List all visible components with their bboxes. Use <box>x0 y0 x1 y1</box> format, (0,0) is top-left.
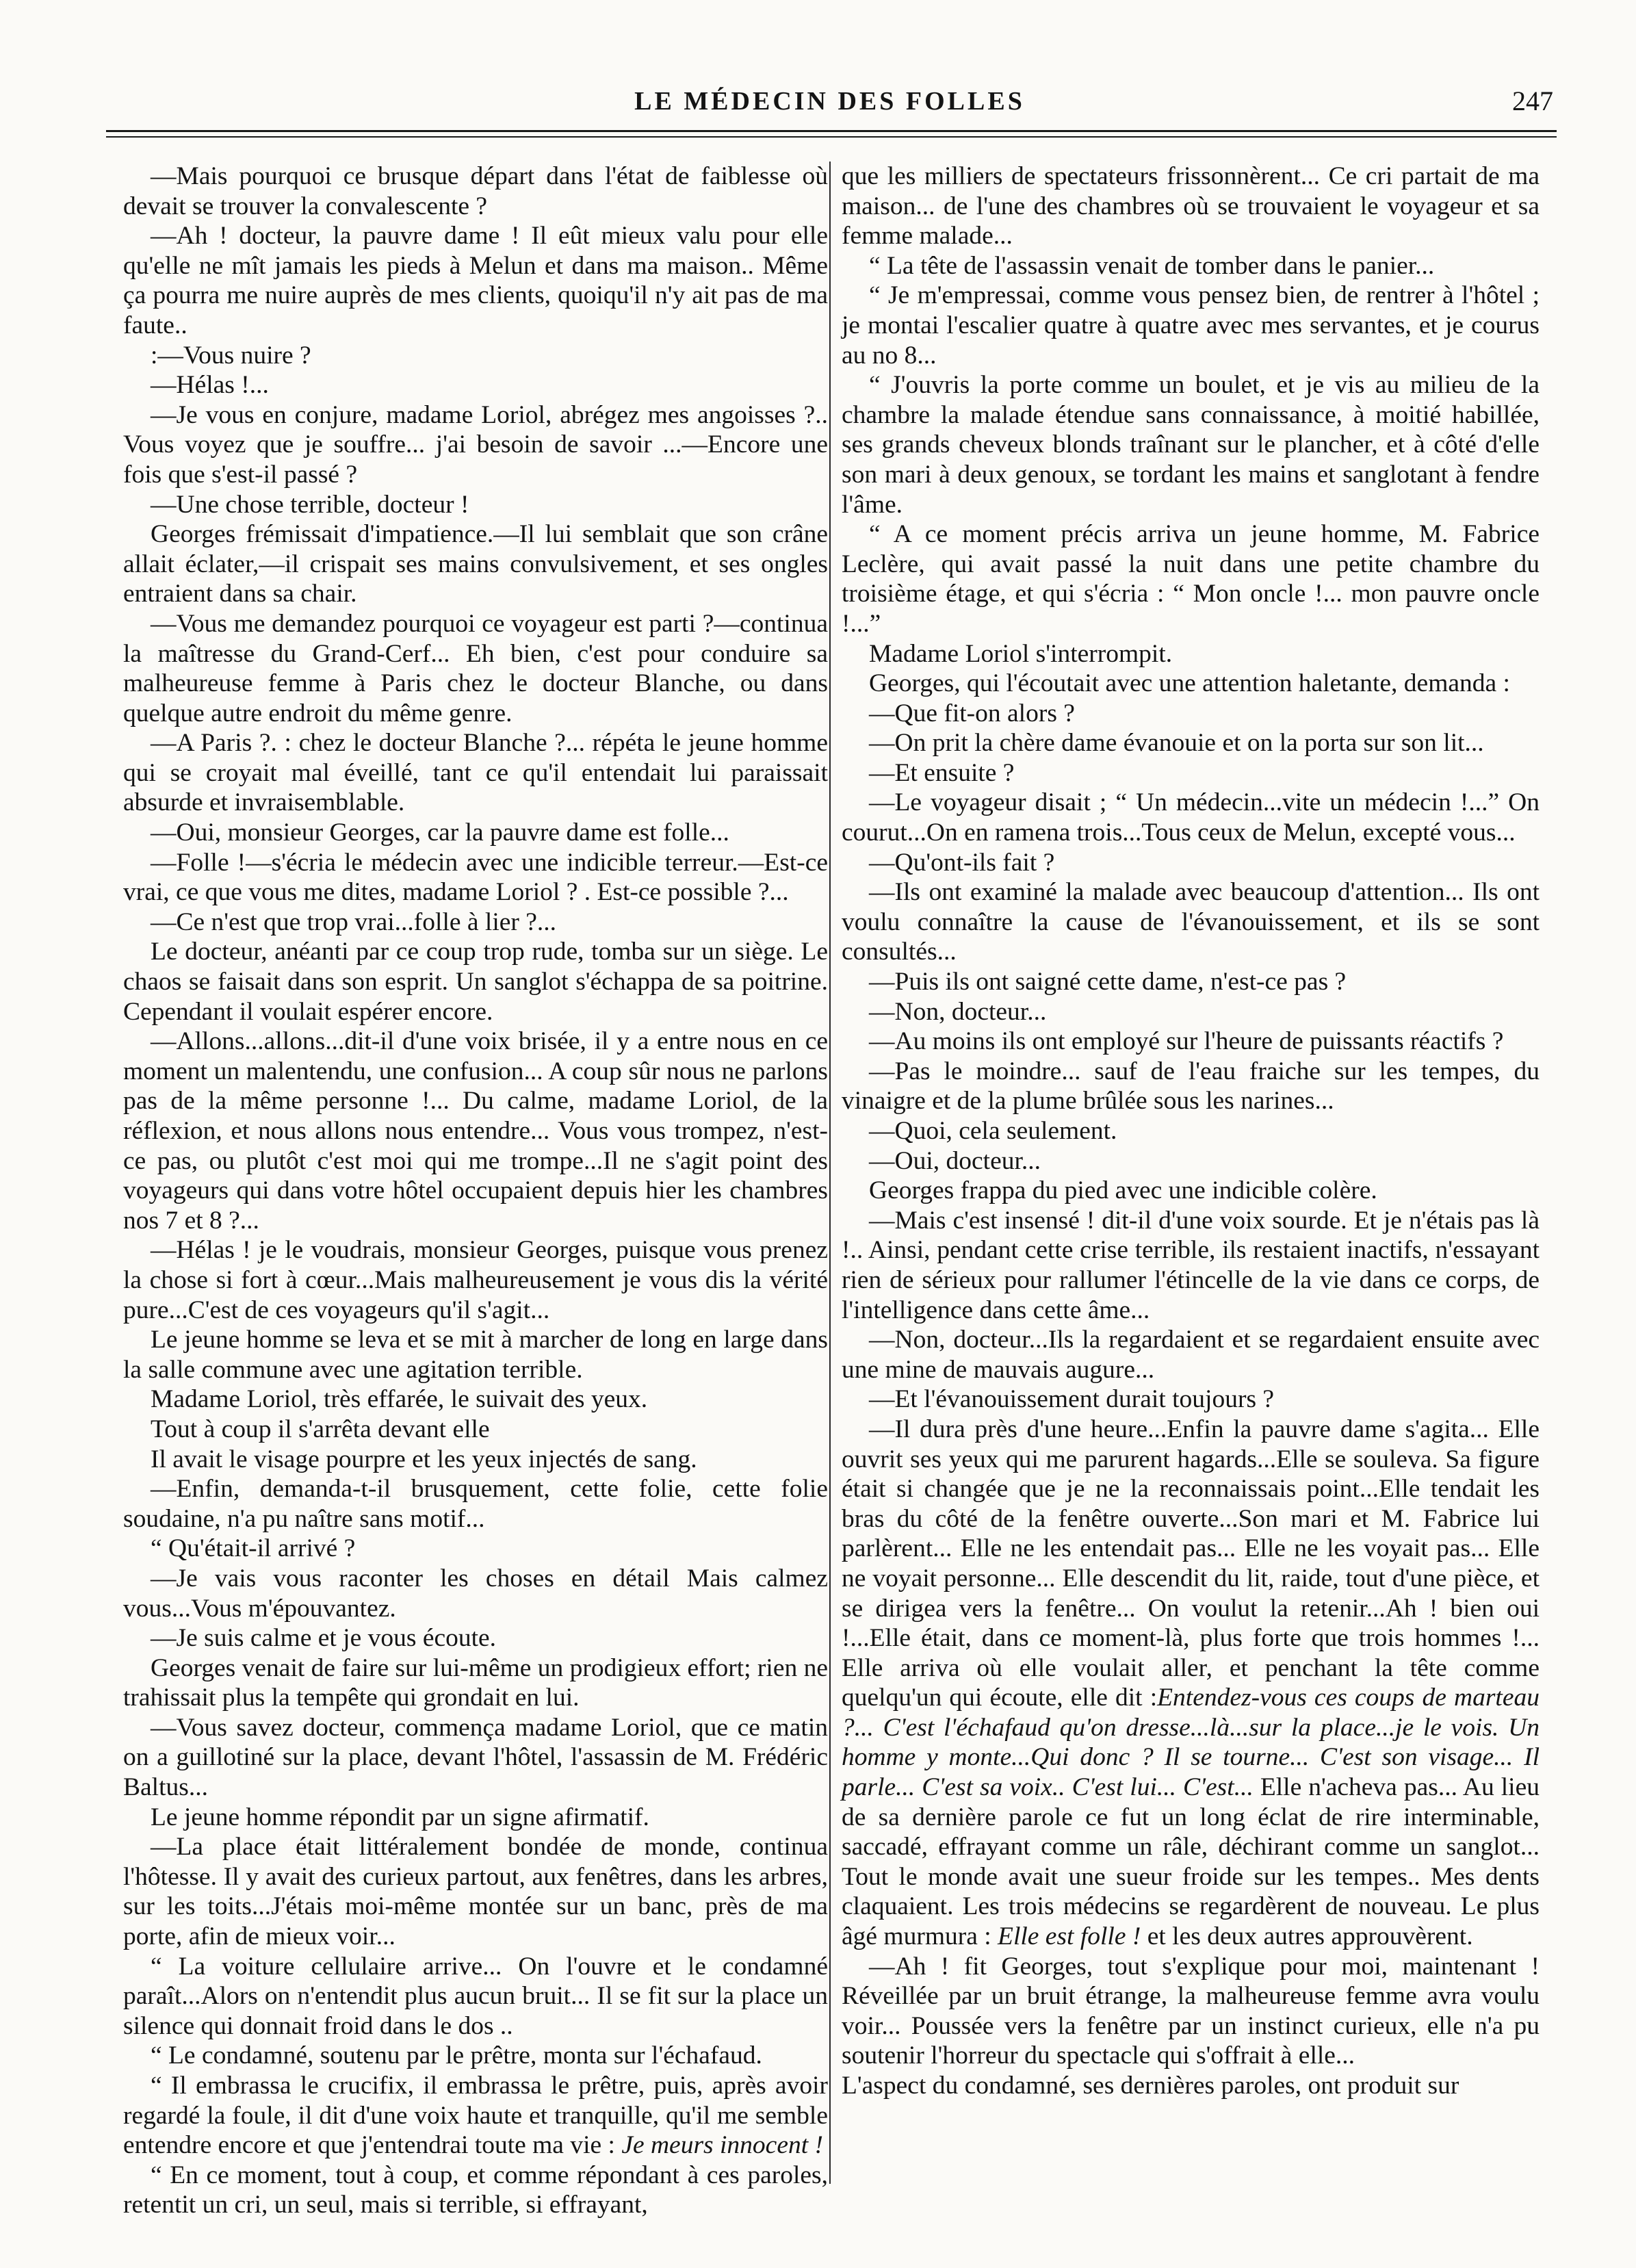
paragraph <box>842 1116 1540 1146</box>
paragraph-text: —Oui, docteur... <box>869 1146 1041 1175</box>
paragraph-text: que les milliers de spectateurs frissonnèrent... Ce cri partait de ma maison... de l'une des chambres où se trouvaient le voyageur et sa femme malade... <box>842 162 1540 250</box>
paragraph-text: —Une chose terrible, docteur ! <box>151 490 469 519</box>
paragraph <box>123 1564 828 1623</box>
paragraph-text: —Ce n'est que trop vrai...folle à lier ?... <box>151 907 557 936</box>
column-divider <box>829 162 831 2184</box>
paragraph <box>842 162 1540 251</box>
paragraph <box>123 907 828 938</box>
paragraph-text: —Il dura près d'une heure...Enfin la pauvre dame s'agita... Elle ouvrit ses yeux qui me parurent hagards...Elle se souleva. Sa figure était si changée que je ne la reconnaissais point...Elle tendait les bras du côté de la fenêtre ouverte...Son mari et M. Fabrice lui parlèrent... Elle ne les entendait pas... Elle ne les voyait pas... Elle ne voyait personne... Elle descendit du lit, raide, tout d'une pièce, et se dirigea vers la fenêtre... On voulut la retenir...Ah ! bien oui !...Elle était, dans ce moment-là, plus forte que trois hommes !... Elle arriva où elle voulait aller, et penchant la tête comme quelqu'un qui écoute, elle dit : <box>842 1415 1540 1712</box>
paragraph-text: —Mais c'est insensé ! dit-il d'une voix sourde. Et je n'étais pas là !.. Ainsi, pendant cette crise terrible, ils restaient inactifs, n'essayant rien de sérieux pour rallumer l'étincelle de la vie dans ce corps, de l'intelligence dans cette âme... <box>842 1206 1540 1324</box>
paragraph <box>842 1384 1540 1415</box>
paragraph-text: —Je vous en conjure, madame Loriol, abrégez mes angoisses ?.. Vous voyez que je souffre... j'ai besoin de savoir ...—Encore une fois que s'est-il passé ? <box>123 400 828 489</box>
paragraph-text: —Non, docteur... <box>869 997 1047 1026</box>
paragraph <box>123 1415 828 1445</box>
paragraph <box>842 251 1540 281</box>
paragraph-text: —Hélas ! je le voudrais, monsieur Georges, puisque vous prenez la chose si fort à cœur...Mais malheureusement je vous dis la vérité pure...C'est de ces voyageurs qu'il s'agit... <box>123 1236 828 1324</box>
paragraph-text: —Ah ! docteur, la pauvre dame ! Il eût mieux valu pour elle qu'elle ne mît jamais les pieds à Melun et dans ma maison.. Même ça pourra me nuire auprès de mes clients, quoiqu'il n'y ait pas de ma faute.. <box>123 222 828 339</box>
paragraph <box>123 490 828 520</box>
paragraph <box>842 281 1540 370</box>
paragraph-text: —Je vais vous raconter les choses en détail Mais calmez vous...Vous m'épouvantez. <box>123 1564 828 1623</box>
paragraph <box>123 1534 828 1564</box>
italic-text: Elle est folle ! <box>998 1922 1141 1951</box>
paragraph <box>123 818 828 848</box>
paragraph <box>842 519 1540 639</box>
paragraph-text: —Vous me demandez pourquoi ce voyageur est parti ?—continua la maîtresse du Grand-Cerf... Eh bien, c'est pour conduire sa malheureuse femme à Paris chez le docteur Blanche, ou dans quelque autre endroit du même genre. <box>123 609 828 727</box>
paragraph <box>842 997 1540 1027</box>
paragraph-text: Georges venait de faire sur lui-même un prodigieux effort; rien ne trahissait plus la tempête qui grondait en lui. <box>123 1653 828 1712</box>
paragraph <box>123 609 828 728</box>
italic-text: Entendez-vous ces coups de marteau ?... C'est l'échafaud qu'on dresse...là...sur la place...je le vois. Un homme y monte...Qui donc ? Il se tourne... C'est son visage... Il parle... C'est sa voix.. C'est lui... C'est... <box>842 1684 1540 1802</box>
paragraph <box>842 699 1540 729</box>
paragraph-text: Georges frappa du pied avec une indicible colère. <box>869 1176 1377 1205</box>
paragraph-text: —Au moins ils ont employé sur l'heure de puissants réactifs ? <box>869 1027 1504 1056</box>
paragraph <box>123 1803 828 1833</box>
paragraph <box>842 1206 1540 1325</box>
paragraph <box>842 370 1540 519</box>
paragraph <box>842 848 1540 878</box>
paragraph <box>842 1952 1540 2071</box>
paragraph-text: —Allons...allons...dit-il d'une voix brisée, il y a entre nous en ce moment un malentendu, une confusion... A coup sûr nous ne parlons pas de la même personne !... Du calme, madame Loriol, de la réflexion, et nous allons nous entendre... Vous vous trompez, n'est-ce pas, ou plutôt c'est moi qui me trompe...Il ne s'agit point des voyageurs qui dans votre hôtel occupaient depuis hier les chambres nos 7 et 8 ?... <box>123 1027 828 1235</box>
paragraph-text: —Que fit-on alors ? <box>869 699 1075 727</box>
paragraph <box>123 728 828 818</box>
paragraph-text: —A Paris ?. : chez le docteur Blanche ?... répéta le jeune homme qui se croyait mal éveillé, tant ce qu'il entendait lui paraissait absurde et invraisemblable. <box>123 729 828 817</box>
paragraph <box>123 341 828 371</box>
paragraph <box>842 1027 1540 1057</box>
paragraph-text: :—Vous nuire ? <box>151 341 311 370</box>
paragraph-text: Le jeune homme se leva et se mit à marcher de long en large dans la salle commune avec une agitation terrible. <box>123 1326 828 1384</box>
paragraph <box>123 937 828 1027</box>
paragraph-text: —Oui, monsieur Georges, car la pauvre dame est folle... <box>151 819 729 847</box>
paragraph <box>123 1832 828 1951</box>
paragraph <box>842 1146 1540 1176</box>
paragraph-text: Le jeune homme répondit par un signe afirmatif. <box>151 1803 649 1831</box>
paragraph-text: “ La tête de l'assassin venait de tomber dans le panier... <box>869 251 1435 280</box>
paragraph <box>123 2161 828 2220</box>
paragraph <box>842 1325 1540 1384</box>
paragraph <box>842 728 1540 758</box>
right-column <box>842 162 1540 2184</box>
paragraph-text: —Pas le moindre... sauf de l'eau fraiche sur les tempes, du vinaigre et de la plume brûlée sous les narines... <box>842 1057 1540 1116</box>
italic-text: Je meurs innocent ! <box>621 2131 824 2160</box>
paragraph-text: —Vous savez docteur, commença madame Loriol, que ce matin on a guillotiné sur la place, devant l'hôtel, l'assassin de M. Frédéric Baltus... <box>123 1713 828 1802</box>
paragraph <box>842 967 1540 997</box>
paragraph <box>123 1384 828 1415</box>
paragraph-text: “ En ce moment, tout à coup, et comme répondant à ces paroles, retentit un cri, un seul, mais si terrible, si effrayant, <box>123 2161 828 2219</box>
paragraph <box>842 669 1540 699</box>
paragraph-text: “ A ce moment précis arriva un jeune homme, M. Fabrice Leclère, qui avait passé la nuit dans une petite chambre du troisième étage, et qui s'écria : “ Mon oncle !... mon pauvre oncle !...” <box>842 520 1540 638</box>
paragraph-text: —Ils ont examiné la malade avec beaucoup d'attention... Ils ont voulu connaître la cause de l'évanouissement, et ils se sont consultés... <box>842 878 1540 966</box>
paragraph-text: Le docteur, anéanti par ce coup trop rude, tomba sur un siège. Le chaos se faisait dans son esprit. Un sanglot s'échappa de sa poitrine. Cependant il voulait espérer encore. <box>123 938 828 1026</box>
paragraph-text: Elle n'acheva pas... Au lieu de sa dernière parole ce fut un long éclat de rire interminable, saccadé, effrayant comme un râle, déchirant comme un sanglot... Tout le monde avait une sueur froide sur les tempes.. Mes dents claquaient. Les trois médecins se regardèrent de nouveau. Le plus âgé murmura : <box>842 1773 1540 1951</box>
paragraph <box>123 1713 828 1803</box>
paragraph <box>123 400 828 490</box>
paragraph <box>123 1623 828 1653</box>
paragraph <box>842 877 1540 967</box>
paragraph <box>123 2071 828 2161</box>
paragraph-text: —La place était littéralement bondée de monde, continua l'hôtesse. Il y avait des curieux partout, aux fenêtres, dans les arbres, sur les toits...J'étais moi-même montée sur un banc, près de ma porte, afin de mieux voir... <box>123 1833 828 1951</box>
paragraph <box>123 1325 828 1384</box>
paragraph-text: —Puis ils ont saigné cette dame, n'est-ce pas ? <box>869 968 1347 996</box>
paragraph <box>842 639 1540 669</box>
paragraph-text: —Enfin, demanda-t-il brusquement, cette folie, cette folie soudaine, n'a pu naître sans motif... <box>123 1475 828 1533</box>
paragraph-text: —Non, docteur...Ils la regardaient et se regardaient ensuite avec une mine de mauvais augure... <box>842 1326 1540 1384</box>
paragraph-text: “ J'ouvris la porte comme un boulet, et je vis au milieu de la chambre la malade étendue sans connaissance, à moitié habillée, ses grands cheveux blonds traînant sur le plancher, et à côté d'elle son mari à deux genoux, se tordant les mains et sanglotant à fendre l'âme. <box>842 371 1540 519</box>
paragraph <box>123 221 828 340</box>
paragraph <box>123 370 828 400</box>
paragraph <box>123 848 828 907</box>
paragraph <box>123 2041 828 2071</box>
paragraph-text: Tout à coup il s'arrêta devant elle <box>151 1415 490 1443</box>
header-rule-bottom <box>106 136 1557 138</box>
paragraph-text: L'aspect du condamné, ses dernières paroles, ont produit sur <box>842 2072 1459 2100</box>
paragraph-text: “ Qu'était-il arrivé ? <box>151 1534 356 1563</box>
paragraph-text: —Folle !—s'écria le médecin avec une indicible terreur.—Est-ce vrai, ce que vous me dites, madame Loriol ? . Est-ce possible ?... <box>123 848 828 907</box>
paragraph <box>842 758 1540 788</box>
paragraph-text: —Le voyageur disait ; “ Un médecin...vite un médecin !...” On courut...On en ramena trois...Tous ceux de Melun, excepté vous... <box>842 788 1540 847</box>
header-rule-top <box>106 130 1557 132</box>
paragraph <box>123 1474 828 1534</box>
paragraph-text: et les deux autres approuvèrent. <box>1141 1922 1473 1951</box>
paragraph <box>123 1653 828 1713</box>
paragraph-text: Madame Loriol s'interrompit. <box>869 639 1173 668</box>
paragraph-text: —Qu'ont-ils fait ? <box>869 848 1055 877</box>
paragraph-text: —Et l'évanouissement durait toujours ? <box>869 1385 1275 1414</box>
paragraph <box>842 1415 1540 1952</box>
paragraph-text: —On prit la chère dame évanouie et on la porta sur son lit... <box>869 729 1484 758</box>
paragraph <box>123 1027 828 1235</box>
paragraph-text: Il avait le visage pourpre et les yeux injectés de sang. <box>151 1445 697 1473</box>
paragraph-text: —Et ensuite ? <box>869 758 1015 787</box>
paragraph <box>123 519 828 609</box>
paragraph-text: —Hélas !... <box>151 371 269 400</box>
paragraph-text: “ Le condamné, soutenu par le prêtre, monta sur l'échafaud. <box>151 2041 762 2070</box>
left-column <box>123 162 828 2219</box>
paragraph-text: —Mais pourquoi ce brusque départ dans l'état de faiblesse où devait se trouver la convalescente ? <box>123 162 828 220</box>
paragraph <box>123 162 828 221</box>
paragraph-text: Georges, qui l'écoutait avec une attention haletante, demanda : <box>869 669 1510 698</box>
paragraph <box>842 1057 1540 1116</box>
paragraph-text: “ La voiture cellulaire arrive... On l'ouvre et le condamné paraît...Alors on n'entendit plus aucun bruit... Il se fit sur la place un silence qui donnait froid dans le dos .. <box>123 1952 828 2040</box>
page-header <box>106 81 1553 122</box>
paragraph <box>123 1952 828 2041</box>
paragraph <box>123 1445 828 1475</box>
paragraph-text: Madame Loriol, très effarée, le suivait des yeux. <box>151 1385 648 1414</box>
paragraph-text: —Quoi, cela seulement. <box>869 1117 1117 1145</box>
paragraph <box>842 1176 1540 1206</box>
paragraph <box>842 788 1540 847</box>
page-number: 247 <box>1512 86 1553 116</box>
paragraph-text: —Ah ! fit Georges, tout s'explique pour moi, maintenant ! Réveillée par un bruit étrange, la malheureuse femme avra voulu voir... Poussée vers la fenêtre par un instinct curieux, elle n'a pu soutenir l'horreur du spectacle qui s'offrait à elle... <box>842 1952 1540 2070</box>
paragraph <box>123 1235 828 1325</box>
paragraph-text: —Je suis calme et je vous écoute. <box>151 1624 497 1653</box>
running-title: LE MÉDECIN DES FOLLES <box>634 87 1025 116</box>
paragraph <box>842 2071 1540 2101</box>
paragraph-text: “ Je m'empressai, comme vous pensez bien, de rentrer à l'hôtel ; je montai l'escalier quatre à quatre avec mes servantes, et je courus au no 8... <box>842 281 1540 370</box>
paragraph-text: “ Il embrassa le crucifix, il embrassa le prêtre, puis, après avoir regardé la foule, il dit d'une voix haute et tranquille, qu'il me semble entendre encore et que j'entendrai toute ma vie : <box>123 2072 828 2160</box>
paragraph-text: Georges frémissait d'impatience.—Il lui semblait que son crâne allait éclater,—il crispait ses mains convulsivement, et ses ongles entraient dans sa chair. <box>123 520 828 608</box>
